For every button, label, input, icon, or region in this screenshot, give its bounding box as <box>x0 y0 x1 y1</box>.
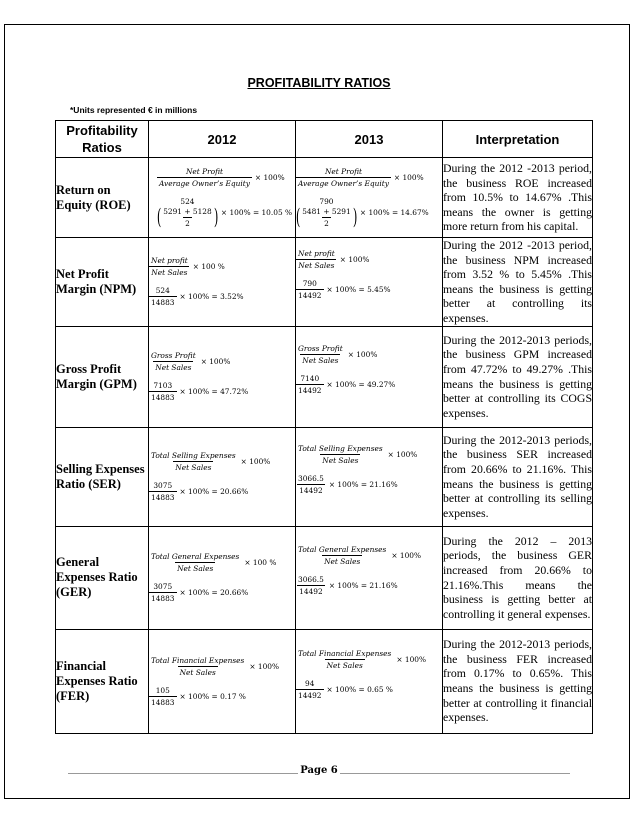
general-formula: $\frac{\text{Total Financial Expenses}}{\text{Net Sales}}$ × 100% <box>151 655 279 677</box>
computed-formula: $\frac{3075}{14883}$ × 100% = 20.66% <box>151 582 249 604</box>
interpretation-text: During the 2012-2013 periods, the business SER increased from 20.66% to 21.16%. This means the business is getting better at controlling its selling expenses. <box>443 427 593 526</box>
formula-2012 <box>149 238 296 327</box>
page-number: Page 6 <box>300 765 338 776</box>
general-formula: $\frac{\text{Net Profit}}{\text{Average Owner’s Equity}}$ × 100% <box>298 167 424 188</box>
computed-formula: $\frac{3075}{14883}$ × 100% = 20.66% <box>151 481 249 503</box>
formula-2013 <box>296 629 443 733</box>
table-row-fer <box>56 629 593 733</box>
formula-2012 <box>149 427 296 526</box>
formula-2012 <box>149 629 296 733</box>
computed-formula: $\frac{790}{14492}$ × 100% = 5.45% <box>298 279 391 301</box>
interpretation-text: During the 2012 -2013 period, the business NPM increased from 3.52 % to 5.45% .This means the business is getting better at controlling its expenses. <box>443 238 592 325</box>
computed-formula: $\frac{524}{14883}$ × 100% = 3.52% <box>151 286 244 308</box>
header-profitability-ratios: Profitability Ratios <box>56 121 149 158</box>
general-formula: $\frac{\text{Net Profit}}{\text{Average Owner’s Equity}}$ × 100% <box>159 167 285 188</box>
ratio-name: Net Profit Margin (NPM) <box>56 238 149 327</box>
table-row-ser <box>56 427 593 526</box>
header-2012: 2012 <box>149 121 296 158</box>
general-formula: $\frac{\text{Total General Expenses}}{\text{Net Sales}}$ × 100% <box>298 545 422 567</box>
interpretation-text: During the 2012-2013 periods, the business GPM increased from 47.72% to 49.27% .This means the business is getting better at controlling its COGS expenses. <box>443 326 593 427</box>
ratio-name: General Expenses Ratio (GER) <box>56 526 149 629</box>
footer-rule-right <box>340 773 570 774</box>
computed-formula: $\frac{3066.5}{14492}$ × 100% = 21.16% <box>298 474 398 496</box>
interpretation-text: During the 2012 -2013 period, the business ROE increased from 10.5% to 14.67% .This means the owner is getting more return from his capital. <box>443 158 593 238</box>
computed-formula: 790 ( $\frac{5481 + 5291}{2}$ ) × 100% = 14.67% <box>295 197 429 229</box>
units-note: *Units represented € in millions <box>70 105 198 115</box>
ratio-name: Financial Expenses Ratio (FER) <box>56 629 149 733</box>
interpretation-text: During the 2012 – 2013 periods, the business GER increased from 20.66% to 21.16%.This means the business is getting better at controlling it general expenses. <box>443 526 593 629</box>
table-row-gpm <box>56 326 593 427</box>
general-formula: $\frac{\text{Gross Profit}}{\text{Net Sales}}$ × 100% <box>298 344 378 366</box>
table-row-ger <box>56 526 593 629</box>
header-2013: 2013 <box>296 121 443 158</box>
formula-2013 <box>296 158 443 238</box>
general-formula: $\frac{\text{Net profit}}{\text{Net Sales}}$ × 100 % <box>151 256 225 278</box>
computed-formula: 524 ( $\frac{5291 + 5128}{2}$ ) × 100% = 10.05 % <box>156 197 293 229</box>
computed-formula: $\frac{3066.5}{14492}$ × 100% = 21.16% <box>298 575 398 597</box>
table-row-roe <box>56 158 593 238</box>
ratio-name: Selling Expenses Ratio (SER) <box>56 427 149 526</box>
page-title: PROFITABILITY RATIOS <box>247 76 391 90</box>
formula-2013 <box>296 238 443 327</box>
interpretation-text: During the 2012-2013 periods, the business FER increased from 0.17% to 0.65%. This means the business is getting better at controlling it financial expenses. <box>443 629 593 733</box>
table-header-row <box>56 121 593 158</box>
general-formula: $\frac{\text{Total General Expenses}}{\text{Net Sales}}$ × 100 % <box>151 552 277 574</box>
table-row-npm <box>56 238 593 327</box>
formula-2012 <box>149 158 296 238</box>
formula-2013 <box>296 326 443 427</box>
formula-2012 <box>149 526 296 629</box>
computed-formula: $\frac{7140}{14492}$ × 100% = 49.27% <box>298 374 396 396</box>
computed-formula: $\frac{105}{14883}$ × 100% = 0.17 % <box>151 685 246 707</box>
header-interpretation: Interpretation <box>443 121 593 158</box>
general-formula: $\frac{\text{Total Selling Expenses}}{\text{Net Sales}}$ × 100% <box>151 451 271 473</box>
profitability-ratios-table <box>55 120 593 734</box>
ratio-name: Gross Profit Margin (GPM) <box>56 326 149 427</box>
ratio-name: Return on Equity (ROE) <box>56 158 149 238</box>
general-formula: $\frac{\text{Total Selling Expenses}}{\text{Net Sales}}$ × 100% <box>298 444 418 466</box>
computed-formula: $\frac{7103}{14883}$ × 100% = 47.72% <box>151 381 249 403</box>
formula-2013 <box>296 427 443 526</box>
general-formula: $\frac{\text{Gross Profit}}{\text{Net Sales}}$ × 100% <box>151 351 231 373</box>
formula-2013 <box>296 526 443 629</box>
formula-2012 <box>149 326 296 427</box>
computed-formula: $\frac{94}{14492}$ × 100% = 0.65 % <box>298 678 393 700</box>
general-formula: $\frac{\text{Total Financial Expenses}}{\text{Net Sales}}$ × 100% <box>298 648 426 670</box>
general-formula: $\frac{\text{Net profit}}{\text{Net Sales}}$ × 100% <box>298 249 370 271</box>
